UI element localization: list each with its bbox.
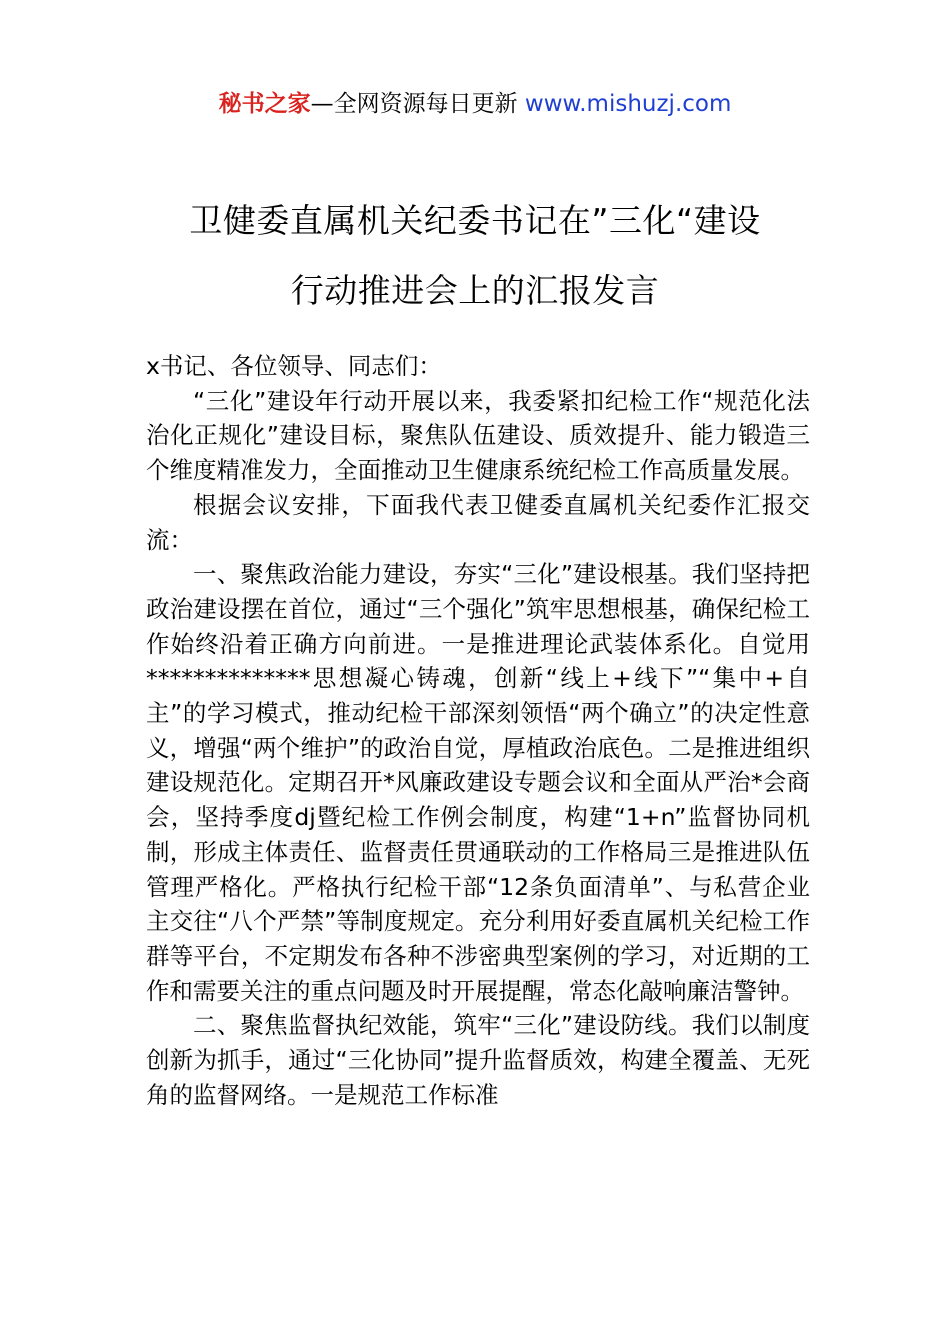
site-url-link[interactable]: www.mishuzj.com bbox=[524, 91, 732, 117]
title-line-2: 行动推进会上的汇报发言 bbox=[290, 271, 660, 310]
paragraph-section-2: 二、聚焦监督执纪效能，筑牢“三化”建设防线。我们以制度创新为抓手，通过“三化协同”提升监督质效，构建全覆盖、无死角的监督网络。一是规范工作标准 bbox=[146, 1011, 810, 1109]
salutation: x书记、各位领导、同志们： bbox=[146, 352, 442, 380]
paragraph-section-1: 一、聚焦政治能力建设，夯实“三化”建设根基。我们坚持把政治建设摆在首位，通过“三个强化”筑牢思想根基，确保纪检工作始终沿着正确方向前进。一是推进理论武装体系化。自觉用**************思想凝心铸魂，创新“线上+线下”“集中+自主”的学习模式，推动纪检干部深刻领悟“两个确立”的决定性意义，增强“两个维护”的政治自觉，厚植政治底色。二是推进组织建设规范化。定期召开*风廉政建设专题会议和全面从严治*会商会，坚持季度dj暨纪检工作例会制度，构建“1+n”监督协同机制，形成主体责任、监督责任贯通联动的工作格局三是推进队伍管理严格化。严格执行纪检干部“12条负面清单”、与私营企业主交往“八个严禁”等制度规定。充分利用好委直属机关纪检工作群等平台，不定期发布各种不涉密典型案例的学习，对近期的工作和需要关注的重点问题及时开展提醒，常态化敲响廉洁警钟。 bbox=[146, 560, 810, 1005]
title-line-1: 卫健委直属机关纪委书记在”三化“建设 bbox=[189, 201, 761, 240]
document-body bbox=[146, 349, 810, 1112]
site-header bbox=[0, 88, 950, 120]
header-tagline: —全网资源每日更新 bbox=[310, 91, 525, 117]
paragraph-arrangement: 根据会议安排，下面我代表卫健委直属机关纪委作汇报交流： bbox=[146, 490, 810, 554]
paragraph-intro: “三化”建设年行动开展以来，我委紧扣纪检工作“规范化法治化正规化”建设目标，聚焦队伍建设、质效提升、能力锻造三个维度精准发力，全面推动卫生健康系统纪检工作高质量发展。 bbox=[146, 386, 810, 485]
brand-name: 秘书之家 bbox=[218, 91, 311, 117]
document-title bbox=[0, 186, 950, 326]
